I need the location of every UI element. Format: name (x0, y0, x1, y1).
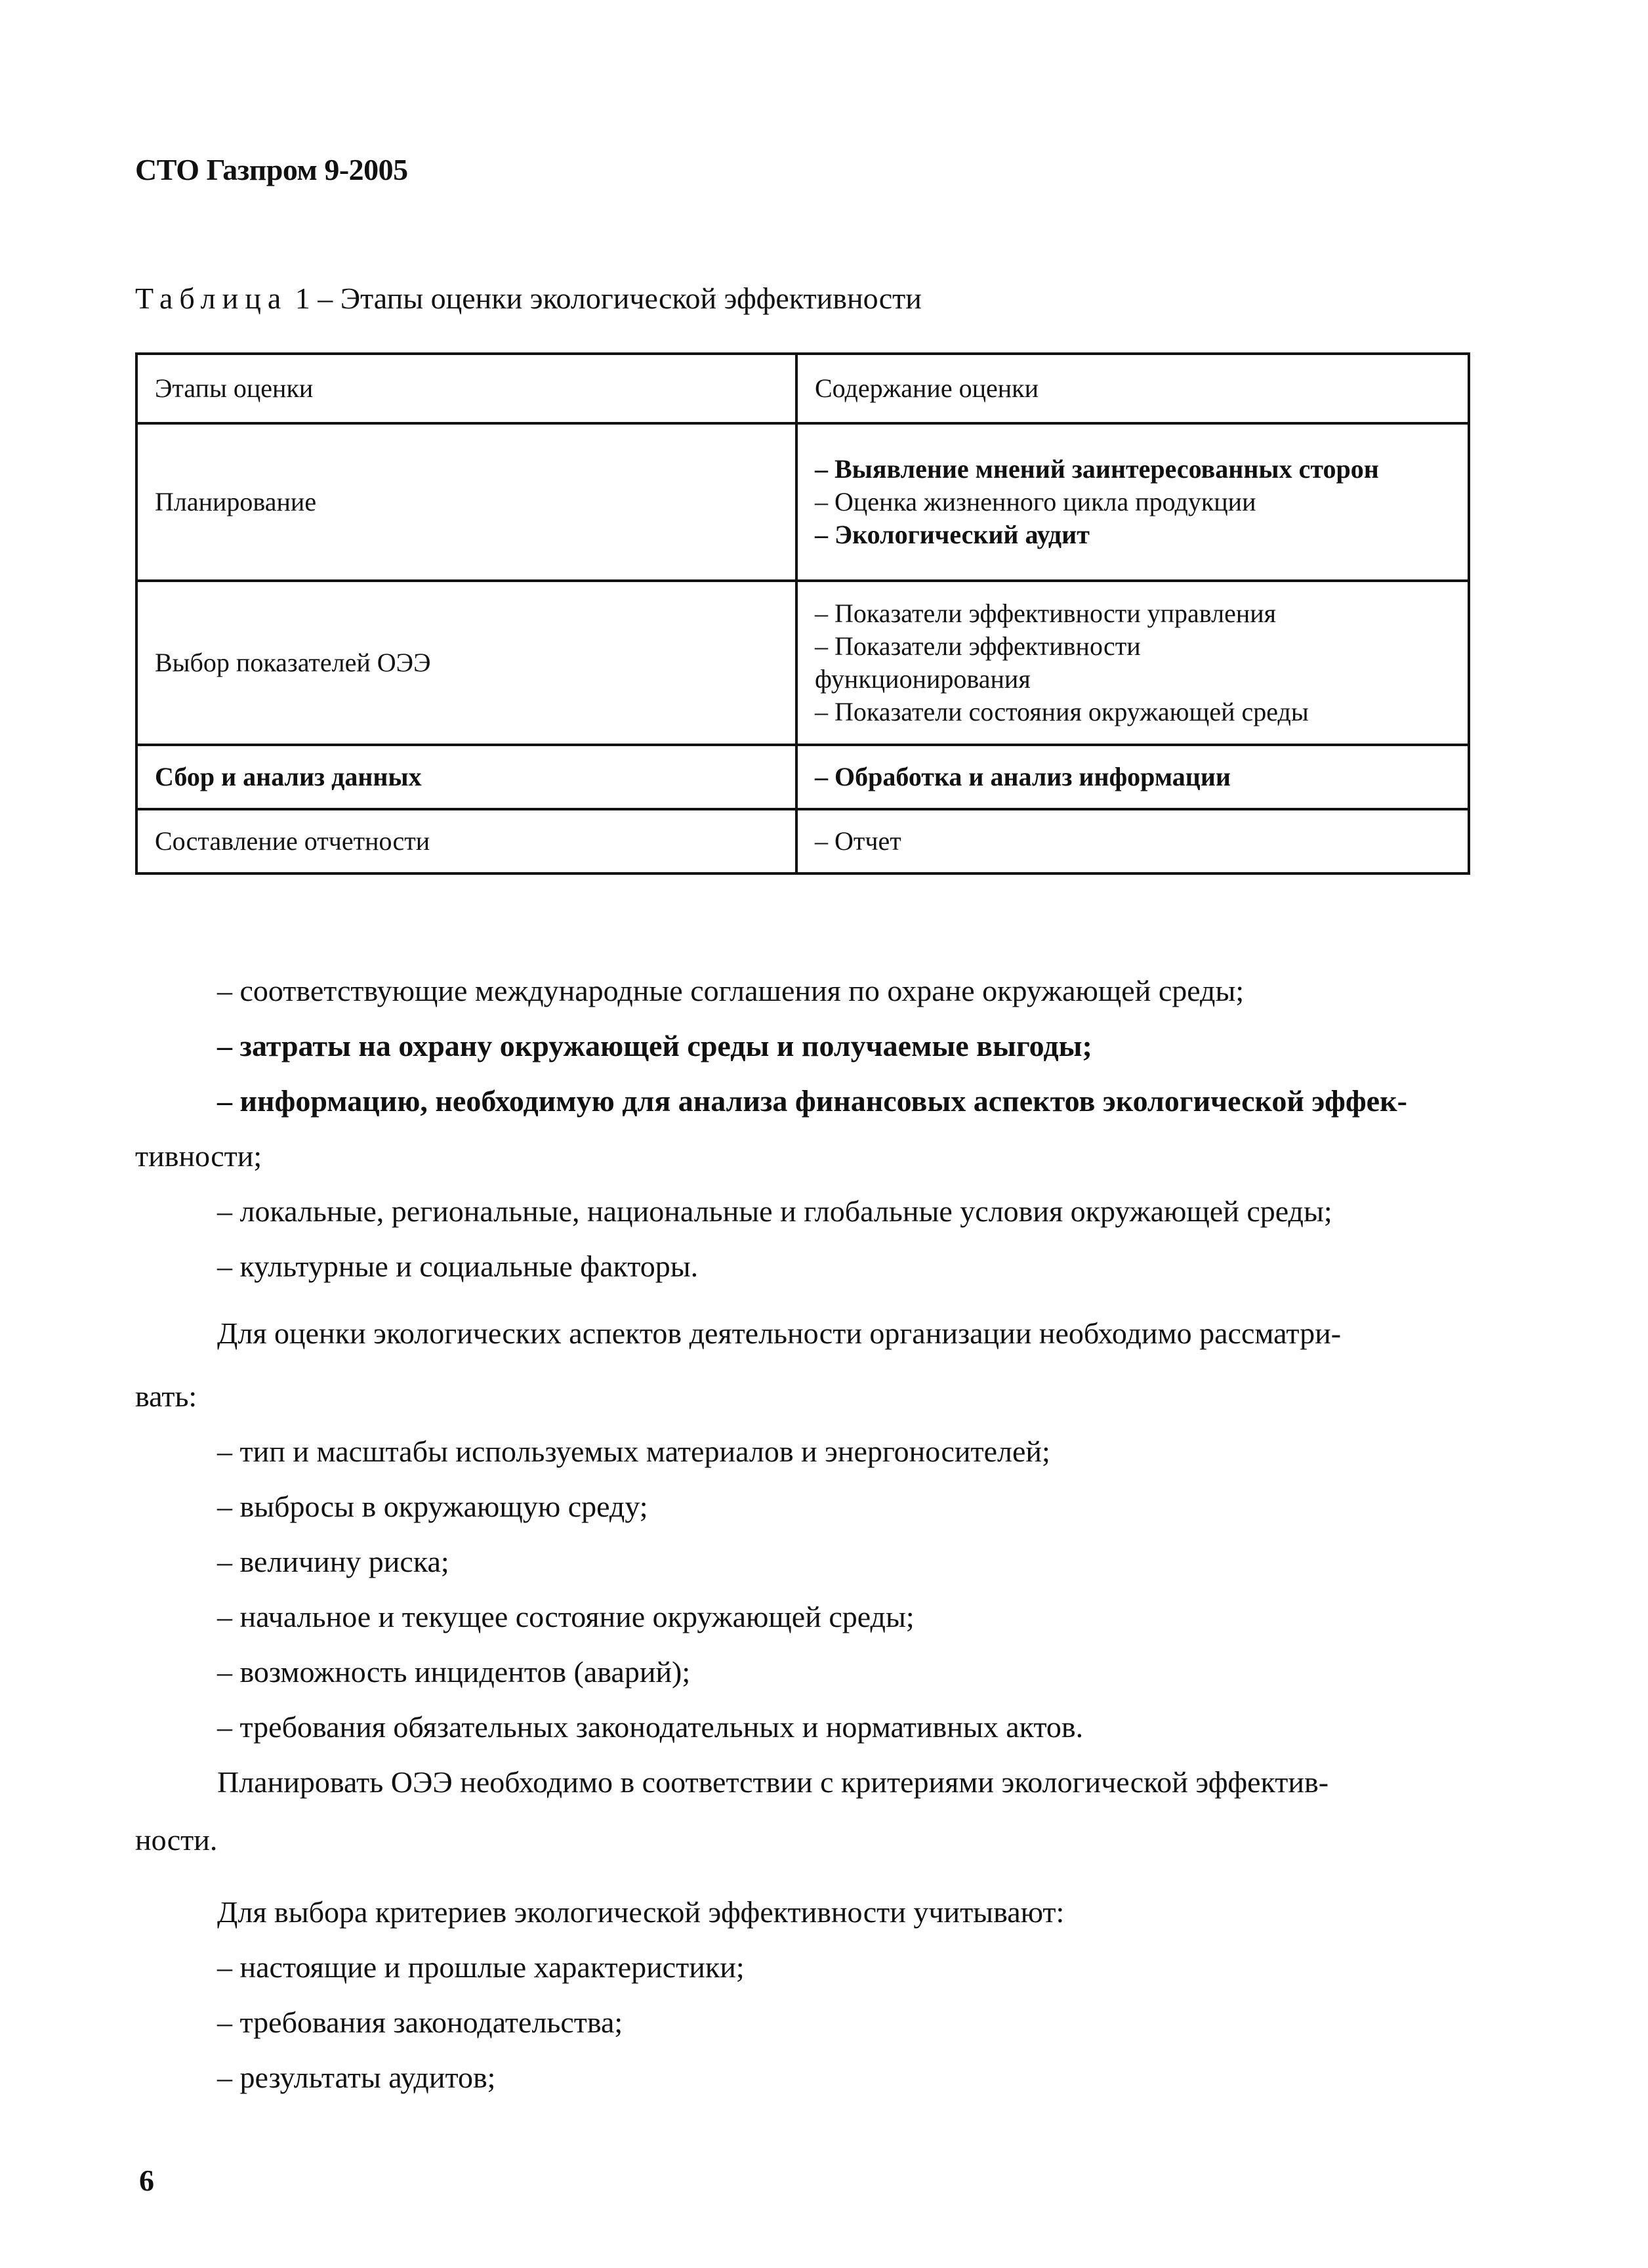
paragraph-line: Для выбора критериев экологической эффективности учитывают: (217, 1895, 1065, 1929)
paragraph-line: – начальное и текущее состояние окружающей среды; (217, 1600, 915, 1633)
table-row (136, 809, 1469, 873)
content-line: – Оценка жизненного цикла продукции (815, 487, 1256, 516)
content-line: функционирования (815, 664, 1031, 694)
document-code: СТО Газпром 9-2005 (135, 153, 408, 186)
table-cell-content (796, 581, 1469, 745)
content-line: – Выявление мнений заинтересованных сторон (815, 454, 1379, 484)
paragraph-line: – результаты аудитов; (217, 2061, 496, 2094)
paragraph-line: – информацию, необходимую для анализа финансовых аспектов экологической эффек- (217, 1084, 1407, 1118)
table-caption-title: – Этапы оценки экологической эффективности (318, 282, 922, 315)
table-cell-content: – Обработка и анализ информации (796, 745, 1469, 809)
paragraph-line: вать: (135, 1379, 197, 1413)
paragraph-line: – возможность инцидентов (аварий); (217, 1655, 691, 1689)
table-cell-stage: Сбор и анализ данных (136, 745, 796, 809)
page-number: 6 (139, 2164, 154, 2197)
table-row (136, 581, 1469, 745)
table-header-stages: Этапы оценки (136, 354, 796, 423)
content-line: – Показатели эффективности управления (815, 598, 1277, 628)
table-row (136, 423, 1469, 581)
assessment-stages-table (135, 352, 1470, 875)
paragraph-line: – настоящие и прошлые характеристики; (217, 1950, 745, 1984)
paragraph-line: – затраты на охрану окружающей среды и получаемые выгоды; (217, 1029, 1092, 1062)
table-cell-content: – Отчет (796, 809, 1469, 873)
content-line: – Показатели эффективности (815, 631, 1141, 661)
table-cell-stage: Планирование (136, 423, 796, 581)
table-cell-stage: Составление отчетности (136, 809, 796, 873)
table-cell-content (796, 423, 1469, 581)
table-caption-label: Таблица (135, 282, 288, 315)
paragraph-line: – соответствующие международные соглашения по охране окружающей среды; (217, 974, 1245, 1007)
paragraph-line: – величину риска; (217, 1545, 449, 1578)
paragraph-line: тивности; (135, 1139, 262, 1173)
paragraph-line: – выбросы в окружающую среду; (217, 1490, 648, 1523)
content-line: – Экологический аудит (815, 520, 1090, 549)
table-caption (135, 281, 922, 316)
table-header-row (136, 354, 1469, 423)
paragraph-line: Для оценки экологических аспектов деятельности организации необходимо рассматри- (217, 1316, 1342, 1350)
paragraph-line: Планировать ОЭЭ необходимо в соответствии с критериями экологической эффектив- (217, 1765, 1329, 1799)
table-cell-stage: Выбор показателей ОЭЭ (136, 581, 796, 745)
paragraph-line: – культурные и социальные факторы. (217, 1250, 699, 1283)
table-header-content: Содержание оценки (796, 354, 1469, 423)
table-caption-number: 1 (295, 282, 310, 315)
content-line: – Показатели состояния окружающей среды (815, 697, 1309, 726)
paragraph-line: – локальные, региональные, национальные и глобальные условия окружающей среды; (217, 1194, 1332, 1228)
paragraph-line: – требования законодательства; (217, 2006, 623, 2039)
paragraph-line: ности. (135, 1823, 218, 1857)
table-row (136, 745, 1469, 809)
paragraph-line: – тип и масштабы используемых материалов и энергоносителей; (217, 1435, 1050, 1468)
paragraph-line: – требования обязательных законодательных и нормативных актов. (217, 1710, 1084, 1744)
